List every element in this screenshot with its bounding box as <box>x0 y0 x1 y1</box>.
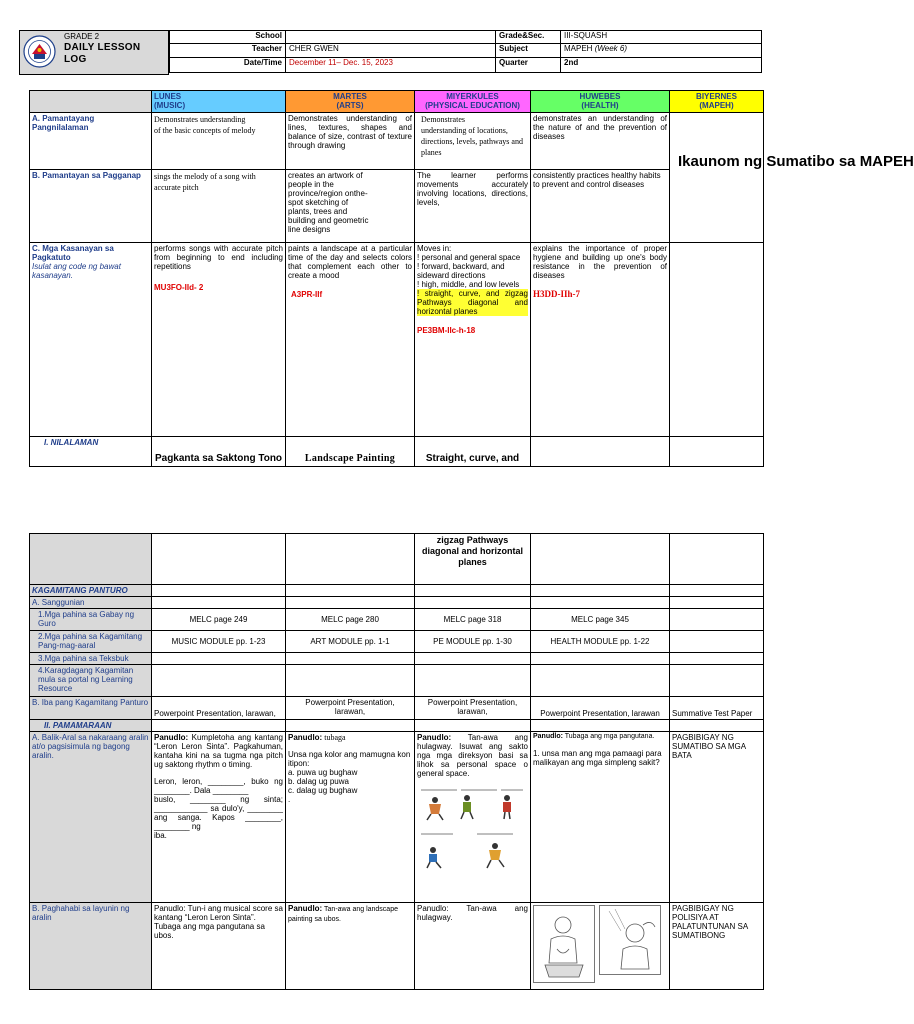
health-question: 1. unsa man ang mga pamaagi para malikayan ang mga simpleng sakit? <box>533 749 662 767</box>
music-lyrics-line: buslo, ________ ng sinta; ____________ sa dulo'y, ________ ang sanga. Kapos ________, ________ ng <box>154 795 283 831</box>
header-info-table <box>169 30 762 73</box>
pe-performance-standard: The learner performs movements accurately involving locations, directions, levels, <box>415 170 531 243</box>
pe-iba-pang-kagamitan: Powerpoint Presentation, larawan, <box>415 697 531 720</box>
iba-pang-kagamitan-label: B. Iba pang Kagamitang Panturo <box>30 697 152 720</box>
nilalaman-label: I. NILALAMAN <box>30 437 152 467</box>
doc-title: DAILY LESSON LOG <box>64 42 141 65</box>
pe-competency <box>415 243 531 437</box>
sanggunian-label: A. Sanggunian <box>30 597 152 609</box>
kagamitang-pangmagaaral-label: 2.Mga pahina sa Kagamitang Pang-mag-aaral <box>30 631 152 653</box>
music-gabay-guro: MELC page 249 <box>152 609 286 631</box>
health-iba-pang-kagamitan: Powerpoint Presentation, larawan <box>531 697 670 720</box>
pe-paghahabi: Panudlo: Tan-awa ang hulagway. <box>415 903 531 990</box>
pe-instruction: Tan-awa ang hulagway. Isuwat ang sakto nga mga direksyon basi sa lihok sa personal space o general space. <box>417 733 528 778</box>
kagamitang-panturo-label: KAGAMITANG PANTURO <box>30 585 152 597</box>
health-competency <box>531 243 670 437</box>
friday-paghahabi: PAGBIBIGAY NG POLISIYA AT PALATUNTUNAN SA SUMATIBONG <box>670 903 764 990</box>
school-label: School <box>170 31 286 44</box>
music-competency <box>152 243 286 437</box>
music-content-standard: Demonstrates understanding of the basic concepts of melody <box>152 113 286 170</box>
continued-label-cell <box>30 534 152 585</box>
continued-arts <box>286 534 415 585</box>
subject-name: MAPEH <box>564 44 593 53</box>
arts-competency-code: A3PR-IIf <box>291 290 323 299</box>
arts-content: Landscape Painting <box>286 437 415 467</box>
gabay-guro-label: 1.Mga pahina sa Gabay ng Guro <box>30 609 152 631</box>
music-lyrics-line: Leron, leron, ________, buko ng ________. Dala ________ <box>154 777 283 795</box>
day-header-friday: BIYERNES (MAPEH) <box>670 91 764 113</box>
datetime-value: December 11– Dec. 15, 2023 <box>286 58 496 73</box>
arts-gabay-guro: MELC page 280 <box>286 609 415 631</box>
arts-performance-standard: creates an artwork of people in the province/region onthe- spot sketching of plants, trees and building and geometric line designs <box>286 170 415 243</box>
continued-health <box>531 534 670 585</box>
music-lyrics-line: iba. <box>154 831 167 840</box>
music-competency-code: MU3FO-IId- 2 <box>154 283 204 292</box>
arts-choice: c. dalag ug bughaw <box>288 786 358 795</box>
arts-choice: b. dalag ug puwa <box>288 777 349 786</box>
health-performance-standard: consistently practices healthy habits to prevent and control diseases <box>531 170 670 243</box>
music-content: Pagkanta sa Saktong Tono <box>152 437 286 467</box>
subject-value <box>561 44 762 58</box>
arts-content-standard: Demonstrates understanding of lines, textures, shapes and balance of size, contrast of texture through drawing <box>286 113 415 170</box>
gradesec-label: Grade&Sec. <box>496 31 561 44</box>
health-gabay-guro: MELC page 345 <box>531 609 670 631</box>
music-competency-text: performs songs with accurate pitch from beginning to end including repetitions <box>154 244 283 271</box>
pe-balik-aral <box>415 732 531 903</box>
health-instruction: Tubaga ang mga pangutana. <box>562 733 655 740</box>
arts-instruction-head: Panudlo: <box>288 733 323 742</box>
pamamaraan-label: II. PAMAMARAAN <box>30 720 152 732</box>
health-balik-aral <box>531 732 670 903</box>
arts-instruction: tubaga <box>322 733 346 742</box>
friday-iba-pang-kagamitan: Summative Test Paper <box>670 697 764 720</box>
day-header-health: HUWEBES (HEALTH) <box>531 91 670 113</box>
school-value <box>286 31 496 44</box>
arts-competency-text: paints a landscape at a particular time of the day and selects colors that complement each other to create a mood <box>288 244 412 280</box>
paghahabi-label: B. Paghahabi sa layunin ng aralin <box>30 903 152 990</box>
row-kasanayan-label <box>30 243 152 437</box>
arts-choice: . <box>288 795 291 804</box>
subject-label: Subject <box>496 44 561 58</box>
health-competency-code: H3DD-IIh-7 <box>533 289 581 299</box>
continued-music <box>152 534 286 585</box>
arts-paghahabi <box>286 903 415 990</box>
health-content <box>531 437 670 467</box>
balik-aral-label: A. Balik-Aral sa nakaraang aralin at/o pagsisimula ng bagong aralin. <box>30 732 152 903</box>
music-iba-pang-kagamitan: Powerpoint Presentation, larawan, <box>152 697 286 720</box>
health-content-standard: demonstrates an understanding of the nature of and the prevention of diseases <box>531 113 670 170</box>
handwashing-illustration <box>533 905 595 983</box>
teacher-value: CHER GWEN <box>286 44 496 58</box>
grade-label: GRADE 2 <box>64 32 100 41</box>
kasanayan-note: Isulat ang code ng bawat kasanayan. <box>32 262 121 280</box>
music-module: MUSIC MODULE pp. 1-23 <box>152 631 286 653</box>
music-performance-standard: sings the melody of a song with accurate pitch <box>152 170 286 243</box>
music-instruction: Kumpletoha ang kantang “Leron Leron Sinta”. Pagkahuman, kantaha kini na sa tugma nga pitch ug saktong rhythm o timing. <box>154 733 283 769</box>
pe-competency-line: ! personal and general space <box>417 253 521 262</box>
friday-content <box>670 437 764 467</box>
friday-balik-aral: PAGBIBIGAY NG SUMATIBO SA MGA BATA <box>670 732 764 903</box>
quarter-label: Quarter <box>496 58 561 73</box>
teacher-label: Teacher <box>170 44 286 58</box>
arts-choice: a. puwa ug bughaw <box>288 768 358 777</box>
arts-module: ART MODULE pp. 1-1 <box>286 631 415 653</box>
music-paghahabi: Panudlo: Tun-i ang musical score sa kantang “Leron Leron Sinta”. Tubaga ang mga pangutana sa ubos. <box>152 903 286 990</box>
health-competency-text: explains the importance of proper hygiene and building up one's body resistance in the prevention of diseases <box>533 244 667 280</box>
datetime-label: Date/Time <box>170 58 286 73</box>
arts-competency <box>286 243 415 437</box>
health-hygiene-images <box>533 905 667 983</box>
friday-summative-title: Ikaunom ng Sumatibo sa MAPEH <box>678 153 914 170</box>
friday-summative-cell <box>670 113 914 243</box>
row-pamantayang-pangnilalaman-label: A. Pamantayang Pangnilalaman <box>30 113 152 170</box>
quarter-value: 2nd <box>561 58 762 73</box>
pe-movement-figures-image <box>417 782 528 884</box>
pe-gabay-guro: MELC page 318 <box>415 609 531 631</box>
pe-instruction-head: Panudlo: <box>417 733 452 742</box>
arts-iba-pang-kagamitan: Powerpoint Presentation, larawan, <box>286 697 415 720</box>
deped-seal-icon <box>23 35 56 68</box>
pe-competency-highlight: ! straight, curve, and zigzag Pathways diagonal and horizontal planes <box>417 289 528 316</box>
pe-competency-line: ! high, middle, and low levels <box>417 280 520 289</box>
kasanayan-title: C. Mga Kasanayan sa Pagkatuto <box>32 244 114 262</box>
day-header-arts: MARTES (ARTS) <box>286 91 415 113</box>
friday-module <box>670 631 764 653</box>
karagdagang-kagamitan-label: 4.Karagdagang Kagamitan mula sa portal ng Learning Resource <box>30 665 152 697</box>
lesson-table-1 <box>29 90 914 467</box>
continued-friday <box>670 534 764 585</box>
lesson-table-2 <box>29 533 764 990</box>
pe-content-standard: Demonstrates understanding of locations, directions, levels, pathways and planes <box>415 113 531 170</box>
bathing-illustration <box>599 905 661 975</box>
gradesec-value: III-SQUASH <box>561 31 762 44</box>
friday-gabay-guro <box>670 609 764 631</box>
music-instruction-head: Panudlo: <box>154 733 189 742</box>
day-header-pe: MIYERKULES (PHYSICAL EDUCATION) <box>415 91 531 113</box>
arts-question: Unsa nga kolor ang mamugna kon itipon: <box>288 750 411 768</box>
friday-competency <box>670 243 764 437</box>
subject-week: (Week 6) <box>594 44 627 53</box>
arts-balik-aral <box>286 732 415 903</box>
pe-competency-code: PE3BM-IIc-h-18 <box>417 326 476 335</box>
arts-paghahabi-head: Panudlo: <box>288 904 323 913</box>
arts-paghahabi-text: Tan-awa ang landscape painting sa ubos. <box>288 906 398 923</box>
pe-content: Straight, curve, and <box>415 437 531 467</box>
day-header-row <box>30 91 764 113</box>
music-balik-aral <box>152 732 286 903</box>
pe-competency-line: ! forward, backward, and sideward directions <box>417 262 505 280</box>
health-instruction-head: Panudlo: <box>533 733 563 740</box>
health-paghahabi <box>531 903 670 990</box>
pe-module: PE MODULE pp. 1-30 <box>415 631 531 653</box>
row-pamantayan-pagganap-label: B. Pamantayan sa Pagganap <box>30 170 152 243</box>
teksbuk-label: 3.Mga pahina sa Teksbuk <box>30 653 152 665</box>
continued-pe-content: zigzag Pathways diagonal and horizontal planes <box>415 534 531 585</box>
corner-cell <box>30 91 152 113</box>
day-header-music: LUNES (MUSIC) <box>152 91 286 113</box>
pe-competency-line: Moves in: <box>417 244 452 253</box>
health-module: HEALTH MODULE pp. 1-22 <box>531 631 670 653</box>
